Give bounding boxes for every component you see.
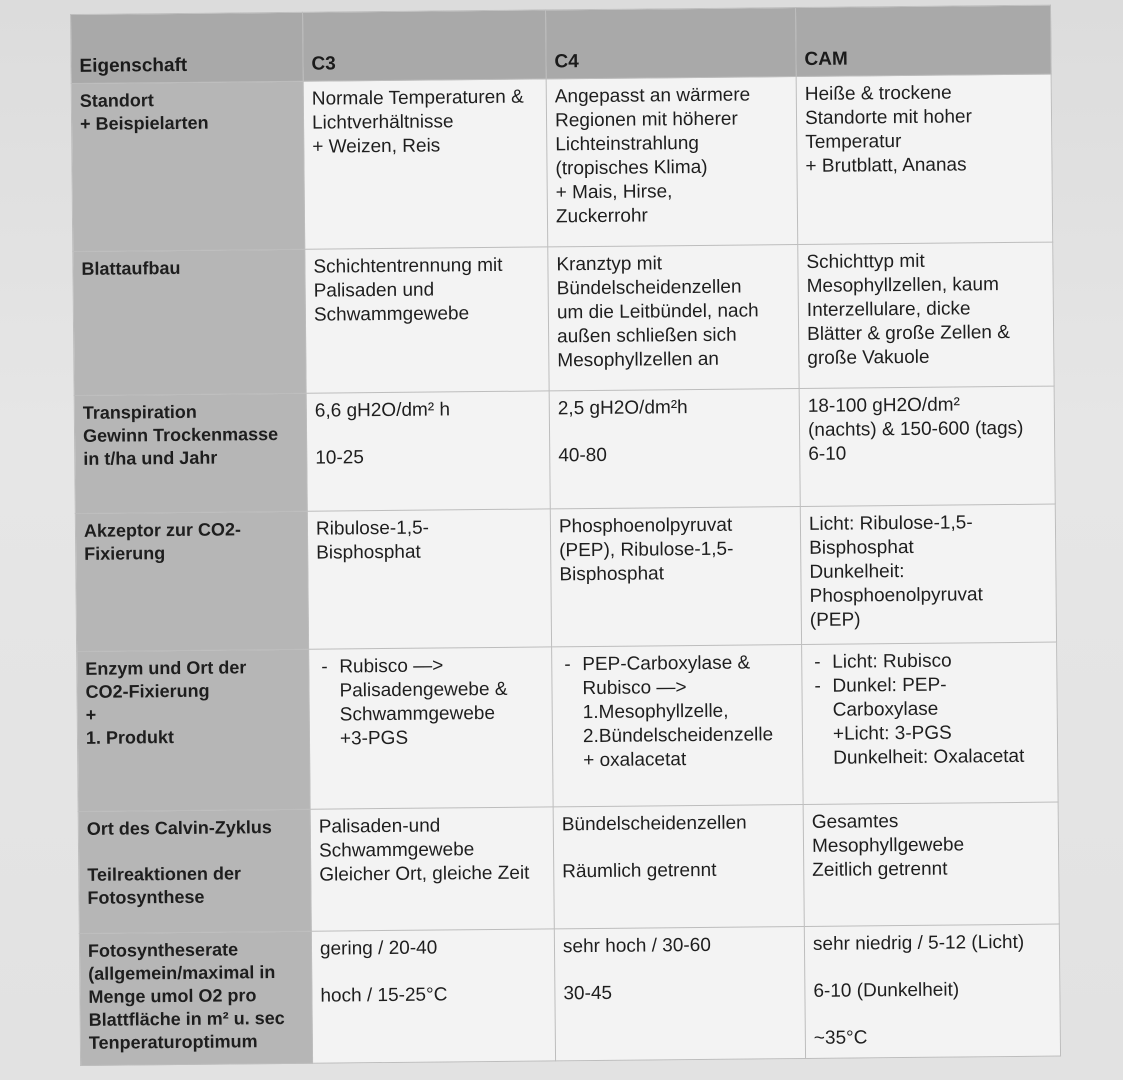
table-row: [77, 642, 1058, 811]
cell-cam-line: [813, 955, 1051, 980]
header-eigenschaft: Eigenschaft: [71, 12, 304, 83]
cell-c4: [548, 245, 799, 391]
cell-c3-line: Schwammgewebe: [318, 839, 475, 862]
cell-c4: [552, 645, 804, 807]
cell-cam-line: Blätter & große Zellen &: [807, 321, 1010, 345]
cell-c3: [305, 247, 549, 393]
row-label-line: (allgemein/maximal in: [88, 962, 276, 984]
cell-c4-line: Zuckerrohr: [555, 205, 648, 228]
cell-c3-line: [320, 959, 546, 984]
cell-cam-line: + Brutblatt, Ananas: [805, 154, 967, 177]
cell-cam-line: [814, 1002, 1052, 1027]
row-label-line: Tenperaturoptimum: [88, 1031, 258, 1053]
cell-c4-line: Mesophyllzellen an: [557, 348, 720, 372]
row-label: [71, 81, 305, 251]
cell-cam-line: Phosphoenolpyruvat: [809, 584, 983, 607]
cell-c3-line: 6,6 gH2O/dm² h: [314, 399, 451, 422]
row-label-line: Fotosyntheserate: [87, 939, 239, 961]
cell-c3-line: [315, 421, 541, 446]
cell-c4-line: 30-45: [563, 982, 613, 1005]
bullet-line: Rubisco —>: [582, 677, 687, 700]
cell-c3-line: Schwammgewebe: [313, 303, 470, 326]
row-label-line: Fotosynthese: [87, 886, 205, 908]
table-row: [73, 242, 1054, 395]
bullet-item: [317, 653, 544, 751]
bullet-item: [560, 651, 794, 773]
cell-c4-line: außen schließen sich: [557, 324, 737, 348]
row-label-line: Menge umol O2 pro: [88, 985, 257, 1007]
bullet-line: 1.Mesophyllzelle,: [582, 700, 729, 724]
row-label-line: + Beispielarten: [79, 112, 209, 134]
cell-c3-line: 10-25: [315, 447, 364, 469]
cell-cam: [799, 386, 1055, 506]
row-label-line: in t/ha und Jahr: [83, 447, 218, 469]
bullet-line: - Rubisco —>: [339, 655, 444, 678]
row-label-line: Enzym und Ort der: [85, 657, 247, 679]
cell-c3-line: Bisphosphat: [316, 541, 421, 564]
row-label-line: [87, 839, 302, 864]
cell-cam-line: Mesophyllzellen, kaum: [806, 274, 999, 297]
cell-cam-line: Heiße & trockene: [804, 82, 952, 105]
cell-cam-line: (PEP): [809, 609, 861, 631]
cell-c4-line: Kranztyp mit: [556, 253, 663, 276]
cell-cam-line: ~35°C: [813, 1027, 868, 1049]
cell-c3: [306, 391, 550, 511]
cell-c4: [550, 507, 801, 647]
cell-cam-line: 6-10: [808, 443, 847, 465]
cell-c3: [309, 647, 554, 809]
cell-cam-line: Gesamtes: [811, 811, 899, 833]
cell-c3: [311, 929, 555, 1063]
bullet-line: - Licht: Rubisco: [832, 650, 952, 673]
bullet-line: 2.Bündelscheidenzelle: [582, 724, 774, 748]
cell-c4: [553, 804, 804, 928]
table-row: [75, 504, 1056, 651]
cell-cam: [800, 504, 1056, 644]
table-header-row: [71, 5, 1052, 83]
row-label-line: 1. Produkt: [85, 727, 175, 748]
row-label-line: Teilreaktionen der: [87, 863, 242, 885]
row-label: [77, 649, 311, 811]
cell-c4-line: Bündelscheidenzellen: [561, 812, 747, 836]
cell-c3-line: Lichtverhältnisse: [311, 111, 454, 134]
cell-cam-line: Schichttyp mit: [806, 250, 925, 273]
cell-c4-line: Phosphoenolpyruvat: [558, 514, 733, 538]
cell-c3-line: Ribulose-1,5-: [315, 517, 430, 540]
cell-c4-line: 40-80: [558, 444, 607, 467]
cell-c4: [549, 389, 800, 509]
cell-c4-line: [558, 419, 791, 444]
cell-c4-line: 2,5 gH2O/dm²h: [557, 397, 688, 420]
row-label: [73, 249, 306, 395]
header-c3: C3: [302, 10, 546, 81]
cell-cam-line: große Vakuole: [807, 346, 930, 369]
cell-cam: [803, 802, 1059, 926]
table-row: [79, 924, 1060, 1065]
cell-c3-line: Schichtentrennung mit: [313, 254, 503, 278]
cell-c3-line: hoch / 15-25°C: [320, 984, 448, 1007]
row-label-line: Fixierung: [84, 543, 166, 564]
cell-c3-line: Palisaden-und: [318, 815, 441, 838]
row-label: [79, 931, 312, 1065]
bullet-line: Palisadengewebe &: [339, 678, 508, 702]
cell-c3-line: gering / 20-40: [319, 937, 438, 960]
cell-c4-line: (tropisches Klima): [555, 156, 708, 180]
table-row: [74, 386, 1055, 513]
bullet-line: Dunkelheit: Oxalacetat: [833, 745, 1025, 769]
cell-c4-line: Bündelscheidenzellen: [556, 276, 742, 300]
cell-c3: [310, 807, 554, 931]
cell-cam-line: Zeitlich getrennt: [812, 858, 948, 881]
row-label-line: Blattfläche in m² u. sec: [88, 1007, 285, 1030]
table-row: [78, 802, 1059, 933]
cell-cam-line: (nachts) & 150-600 (tags): [807, 417, 1024, 441]
bullet-line: - Dunkel: PEP-: [832, 674, 947, 697]
table-row: [71, 74, 1053, 251]
bullet-line: Carboxylase: [832, 698, 939, 721]
row-label-line: Standort: [79, 90, 154, 111]
cell-cam-line: 18-100 gH2O/dm²: [807, 394, 960, 417]
row-label: [75, 511, 308, 651]
cell-c4: [554, 926, 805, 1060]
cell-cam: [804, 924, 1060, 1058]
cell-c4-line: (PEP), Ribulose-1,5-: [559, 538, 734, 562]
row-label-line: +: [85, 704, 97, 725]
cell-cam-line: Interzellulare, dicke: [806, 298, 971, 321]
row-label: [78, 809, 311, 933]
cell-cam: [802, 642, 1059, 804]
comparison-table-wrapper: [70, 5, 1060, 1066]
cell-c3: [303, 79, 548, 249]
cell-c3-line: Palisaden und: [313, 279, 435, 302]
cell-c4: [546, 77, 798, 247]
cell-c3-line: Normale Temperaturen &: [311, 86, 524, 110]
bullet-line: +Licht: 3-PGS: [832, 722, 952, 745]
cell-c4-line: Lichteinstrahlung: [555, 132, 700, 156]
cell-c3-line: + Weizen, Reis: [312, 135, 441, 158]
bullet-line: Schwammgewebe: [339, 702, 496, 726]
bullet-list: [317, 653, 544, 751]
cell-c3: [307, 509, 551, 649]
cell-c3-line: Gleicher Ort, gleiche Zeit: [319, 862, 530, 886]
cell-c4-line: sehr hoch / 30-60: [562, 934, 711, 958]
header-cam: CAM: [795, 5, 1051, 76]
cell-c4-line: Angepasst an wärmere: [554, 84, 751, 108]
cell-c4-line: Räumlich getrennt: [562, 859, 717, 883]
bullet-line: + oxalacetat: [583, 749, 687, 772]
photosynthesis-comparison-table: [70, 5, 1061, 1066]
bullet-item: [810, 649, 1048, 675]
row-label-line: Blattaufbau: [81, 257, 181, 279]
row-label-line: Ort des Calvin-Zyklus: [86, 817, 272, 839]
row-label-line: Akzeptor zur CO2-: [83, 519, 242, 541]
bullet-line: - PEP-Carboxylase &: [582, 652, 751, 676]
cell-c4-line: + Mais, Hirse,: [555, 181, 673, 204]
header-c4: C4: [545, 8, 796, 79]
cell-cam-line: Dunkelheit:: [809, 561, 905, 583]
cell-cam-line: Standorte mit hoher: [804, 106, 973, 129]
cell-c4-line: Regionen mit höherer: [554, 108, 738, 132]
cell-c4-line: [562, 835, 795, 860]
bullet-list: [810, 649, 1049, 771]
cell-cam: [796, 74, 1053, 244]
row-label-line: Transpiration: [82, 401, 197, 423]
bullet-item: [810, 673, 1049, 771]
cell-c4-line: um die Leitbündel, nach: [556, 300, 759, 324]
row-label-line: CO2-Fixierung: [85, 680, 210, 702]
cell-cam-line: Temperatur: [805, 131, 902, 153]
cell-cam-line: 6-10 (Dunkelheit): [813, 979, 960, 1002]
cell-cam-line: Mesophyllgewebe: [811, 834, 965, 857]
cell-cam-line: Bisphosphat: [809, 536, 914, 559]
row-label: [74, 393, 307, 513]
bullet-line: +3-PGS: [339, 727, 409, 750]
cell-cam-line: sehr niedrig / 5-12 (Licht): [812, 931, 1025, 955]
row-label-line: Gewinn Trockenmasse: [82, 424, 279, 446]
cell-cam-line: Licht: Ribulose-1,5-: [808, 512, 973, 535]
cell-c4-line: Bisphosphat: [559, 563, 665, 586]
cell-cam: [798, 242, 1054, 388]
bullet-list: [560, 651, 794, 773]
cell-c4-line: [563, 957, 796, 982]
